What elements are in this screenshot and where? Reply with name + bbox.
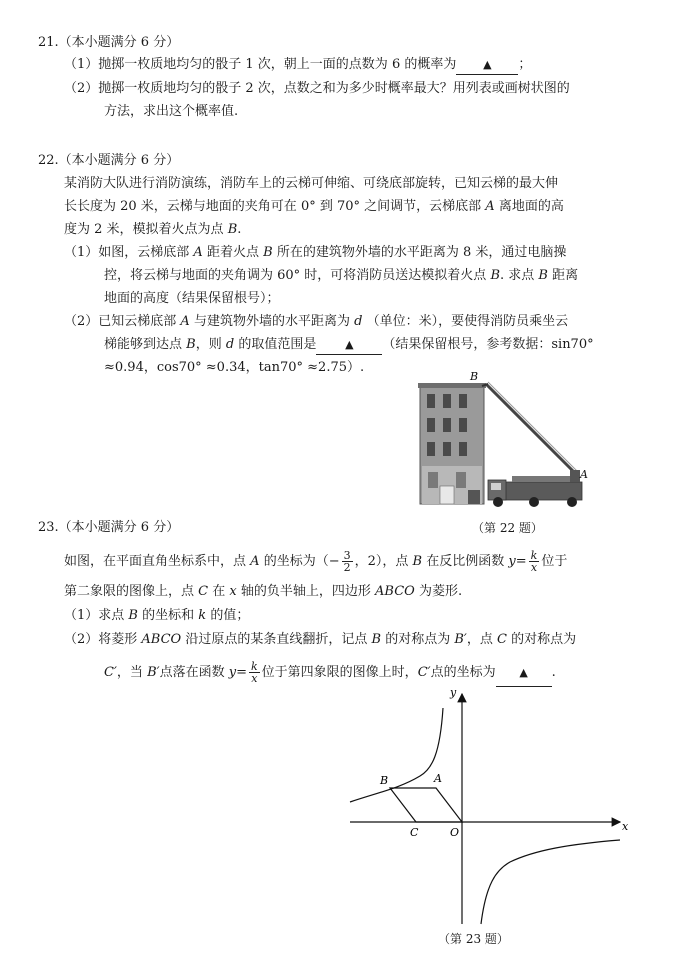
q22-part2-line3: ≈0.94，cos70° ≈0.34，tan70° ≈2.75）. bbox=[104, 360, 365, 375]
q22-part1-line3: 地面的高度（结果保留根号）； bbox=[104, 291, 280, 306]
q23-stem-line1: 如图，在平面直角坐标系中，点 A 的坐标为（− $\frac{3}{2}$ ，2），点 B 在反比例函数 y= $\frac{k}{x}$ 位于 bbox=[64, 549, 568, 574]
figure-label-B: B bbox=[470, 370, 479, 383]
q22-stem-line1: 某消防大队进行消防演练，消防车上的云梯可伸缩、可绕底部旋转，已知云梯的最大伸 bbox=[64, 176, 559, 191]
rhombus-ABCO bbox=[390, 788, 462, 822]
fraction-three-halves: $\frac{3}{2}$ bbox=[343, 549, 351, 574]
q22-heading: 22.（本小题满分 6 分） bbox=[38, 153, 180, 168]
q21-part1: （1）抛掷一枚质地均匀的骰子 1 次，朝上一面的点数为 6 的概率为 ▲ ； bbox=[64, 56, 531, 75]
label-O: O bbox=[450, 826, 460, 839]
triangle-mark: ▲ bbox=[483, 58, 492, 71]
label-y: y bbox=[450, 686, 457, 699]
figure-label-A: A bbox=[580, 468, 588, 481]
label-A: A bbox=[434, 772, 442, 785]
fraction-k-over-x-2: $\frac{k}{x}$ bbox=[251, 660, 258, 685]
q23-part1: （1）求点 B 的坐标和 k 的值； bbox=[64, 608, 250, 623]
q22-part2-line1: （2）已知云梯底部 A 与建筑物外墙的水平距离为 d （单位：米），要使得消防员乘坐云 bbox=[64, 314, 569, 329]
answer-blank-q22-2[interactable]: ▲ bbox=[316, 336, 382, 355]
hyperbola-branch-q4 bbox=[481, 840, 620, 924]
q22-part2-line2: 梯能够到达点 B，则 d 的取值范围是 ▲ （结果保留根号，参考数据：sin70° bbox=[104, 336, 594, 355]
label-B: B bbox=[380, 774, 389, 787]
q21-part2-line1: （2）抛掷一枚质地均匀的骰子 2 次，点数之和为多少时概率最大？用列表或画树状图的 bbox=[64, 81, 570, 96]
q22-part1-line1: （1）如图，云梯底部 A 距着火点 B 所在的建筑物外墙的水平距离为 8 米，通过电脑操 bbox=[64, 245, 567, 260]
q22-stem-line2: 长长度为 20 米，云梯与地面的夹角可在 0° 到 70° 之间调节，云梯底部 A 离地面的高 bbox=[64, 199, 564, 214]
q22-stem-line3: 度为 2 米，模拟着火点为点 B. bbox=[64, 222, 242, 237]
fraction-k-over-x: $\frac{k}{x}$ bbox=[530, 549, 538, 574]
q22-part1-line2: 控，将云梯与地面的夹角调为 60° 时，可将消防员送达模拟着火点 B. 求点 B 距离 bbox=[104, 268, 579, 283]
answer-blank-q23-2[interactable]: ▲ bbox=[496, 660, 552, 687]
label-x: x bbox=[622, 820, 629, 833]
coordinate-graph bbox=[340, 684, 640, 934]
q23-figure-caption: （第 23 题） bbox=[438, 932, 509, 946]
q23-stem-line2: 第二象限的图像上，点 C 在 x 轴的负半轴上，四边形 ABCO 为菱形. bbox=[64, 584, 463, 599]
fire-truck-ladder-figure bbox=[412, 370, 598, 512]
q23-part2-line2: C′，当 B′点落在函数 y= $\frac{k}{x}$ 位于第四象限的图像上时，C′点的坐标为 ▲ . bbox=[104, 660, 556, 685]
q21-part1-text: （1）抛掷一枚质地均匀的骰子 1 次，朝上一面的点数为 6 的概率为 bbox=[64, 57, 457, 72]
q23-part2-line1: （2）将菱形 ABCO 沿过原点的某条直线翻折，记点 B 的对称点为 B′，点 C 的对称点为 bbox=[64, 632, 577, 647]
q21-part2-line2: 方法，求出这个概率值. bbox=[104, 104, 239, 119]
q23-heading: 23.（本小题满分 6 分） bbox=[38, 520, 180, 535]
label-C: C bbox=[410, 826, 419, 839]
q21-heading: 21.（本小题满分 6 分） bbox=[38, 35, 180, 50]
q22-figure-caption: （第 22 题） bbox=[472, 521, 543, 535]
answer-blank-q21-1[interactable] bbox=[456, 56, 518, 75]
